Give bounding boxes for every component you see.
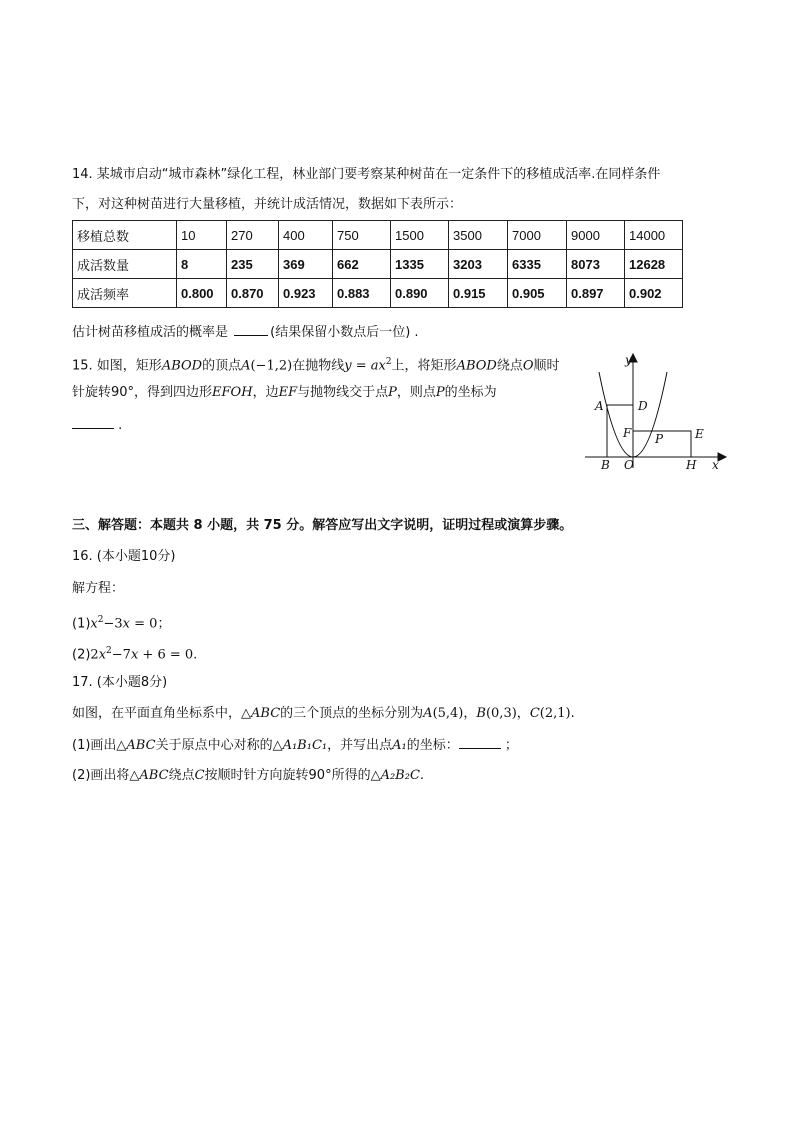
q15-t5: 顺时: [533, 358, 560, 374]
table-cell: 662: [333, 250, 391, 279]
q14-line1: 14. 某城市启动“城市森林”绿化工程，林业部门要考察某种树苗在一定条件下的移植成活率.在同样条件: [72, 167, 661, 182]
table-cell: 0.923: [279, 279, 333, 308]
q15-line2c: 与抛物线交于点: [297, 385, 389, 400]
q17-coord-b: (0,3): [485, 706, 517, 721]
q15-num: 15. 如图，矩形: [72, 358, 162, 374]
q16-instruction: 解方程：: [72, 581, 125, 596]
q17-p1-end: ；: [500, 738, 518, 753]
q15-figure: [580, 350, 730, 475]
q15-quad-name: EFOH: [212, 385, 253, 400]
table-cell: 400: [279, 221, 333, 250]
q17-p2-label: (2)画出将: [72, 768, 130, 783]
table-cell: 0.905: [508, 279, 567, 308]
q15-line2b: ，边: [252, 385, 279, 400]
q15-t4: 绕点: [496, 358, 523, 374]
table-cell: 8: [177, 250, 227, 279]
q15-point-p: P: [388, 385, 397, 400]
q14-tail-prefix: 估计树苗移植成活的概率是: [72, 325, 229, 340]
q15-eq-lhs: y = ax: [344, 358, 386, 374]
q17-coord-a: (5,4): [432, 706, 464, 721]
label-b: B: [601, 458, 610, 472]
label-e: E: [695, 427, 704, 441]
triangle-symbol: △: [272, 738, 283, 753]
table-cell: 0.897: [567, 279, 625, 308]
q17-p2-point: C: [194, 768, 205, 783]
q17-point-a: A: [423, 706, 433, 721]
q17-p2-b: 绕点: [168, 768, 195, 783]
q15-line2e: 的坐标为: [444, 385, 497, 400]
q16-p2-end: .: [193, 647, 198, 663]
q17-l1b: 的三个顶点的坐标分别为: [280, 706, 424, 721]
table-cell: 1335: [391, 250, 449, 279]
q16-p2-coef: 2: [90, 647, 99, 663]
label-f: F: [623, 426, 632, 440]
q15-line1: [72, 353, 560, 375]
q16-p1-label: (1): [72, 616, 91, 632]
q16-part2: [72, 642, 197, 664]
table-cell: 8073: [567, 250, 625, 279]
q15-line2d: ，则点: [396, 385, 436, 400]
table-row: [73, 221, 683, 250]
q17-p2-tri-name: A₂B₂C: [380, 768, 420, 783]
table-row: [73, 250, 683, 279]
q17-p2-end: .: [419, 768, 425, 783]
q14-tail-suffix: (结果保留小数点后一位) .: [270, 325, 419, 340]
table-cell: 0.890: [391, 279, 449, 308]
q16-p2-x2: x: [130, 647, 139, 663]
q14-answer-blank[interactable]: [234, 323, 268, 336]
q15-line3: [72, 416, 122, 435]
q17-p1-point: A₁: [392, 738, 407, 753]
table-cell: 10: [177, 221, 227, 250]
table-cell: 12628: [625, 250, 683, 279]
triangle-symbol: △: [129, 768, 140, 783]
table-cell: 6335: [508, 250, 567, 279]
q17-point-b: B: [476, 706, 486, 721]
table-cell: 369: [279, 250, 333, 279]
triangle-symbol: △: [370, 768, 381, 783]
q17-l1-end: .: [570, 706, 575, 721]
q17-p1-c: ，并写出点: [327, 738, 393, 753]
table-cell: 270: [227, 221, 279, 250]
q15-edge-name: EF: [278, 385, 298, 400]
q15-coord-a: (−1,2): [250, 358, 293, 374]
q15-t2: 在抛物线: [292, 358, 345, 374]
table-row-header: 移植总数: [73, 221, 177, 250]
q16-title: 16. (本小题10分): [72, 549, 176, 564]
label-p: P: [655, 432, 664, 446]
q15-line2a: 针旋转90°，得到四边形: [72, 385, 213, 400]
q14-line2: 下，对这种树苗进行大量移植，并统计成活情况，数据如下表所示：: [72, 197, 463, 212]
q16-part1: [72, 611, 170, 633]
q15-t1: 的顶点: [202, 358, 242, 374]
x-axis-arrow: [718, 453, 726, 461]
q14-answer-line: [72, 323, 419, 342]
table-cell: 3500: [449, 221, 508, 250]
q17-line1: [72, 705, 575, 723]
table-cell: 0.915: [449, 279, 508, 308]
q17-part2: [72, 767, 424, 785]
q15-rect-name-2: ABOD: [456, 358, 497, 374]
table-cell: 1500: [391, 221, 449, 250]
table-cell: 750: [333, 221, 391, 250]
q17-answer-blank[interactable]: [459, 736, 501, 749]
q16-p1-x: x: [90, 616, 98, 632]
table-cell: 0.902: [625, 279, 683, 308]
q17-abc: ABC: [251, 706, 281, 721]
q17-p1-b: 关于原点中心对称的: [155, 738, 273, 753]
label-h: H: [686, 458, 697, 472]
table-cell: 14000: [625, 221, 683, 250]
q16-p2-label: (2): [72, 647, 91, 663]
triangle-symbol: △: [116, 738, 127, 753]
q17-comma-1: ，: [463, 706, 477, 721]
q15-line2: [72, 384, 497, 402]
label-x: x: [712, 458, 719, 472]
label-a: A: [595, 399, 604, 413]
q16-p2-coef2: −7: [111, 647, 131, 663]
q16-p1-coef: −3: [103, 616, 123, 632]
q17-point-c: C: [529, 706, 540, 721]
triangle-symbol: △: [241, 706, 252, 721]
q17-part1: [72, 736, 518, 755]
table-row-header: 成活数量: [73, 250, 177, 279]
q17-p1-d: 的坐标：: [406, 738, 459, 753]
table-cell: 9000: [567, 221, 625, 250]
q15-answer-blank[interactable]: [72, 416, 114, 429]
table-cell: 235: [227, 250, 279, 279]
q17-p1-label: (1)画出: [72, 738, 117, 753]
q16-p1-rhs: = 0；: [130, 616, 171, 632]
q17-title: 17. (本小题8分): [72, 675, 168, 690]
table-cell: 7000: [508, 221, 567, 250]
q17-comma-2: ，: [516, 706, 530, 721]
q17-p2-abc: ABC: [139, 768, 169, 783]
label-y: y: [625, 353, 632, 367]
q17-p2-c: 按顺时针方向旋转90°所得的: [204, 768, 371, 783]
q16-p2-exp: 2: [106, 646, 112, 656]
q15-point-a: A: [241, 358, 251, 374]
table-row: [73, 279, 683, 308]
q16-p1-x2: x: [122, 616, 131, 632]
q17-p1-tri-name: A₁B₁C₁: [282, 738, 328, 753]
section-3-heading: 三、解答题：本题共 8 小题，共 75 分。解答应写出文字说明，证明过程或演算步骤。: [72, 518, 573, 533]
q15-rect-name: ABOD: [161, 358, 203, 374]
q17-coord-c: (2,1): [539, 706, 571, 721]
table-row-header: 成活频率: [73, 279, 177, 308]
q17-l1a: 如图，在平面直角坐标系中，: [72, 706, 242, 721]
q16-p2-rhs: + 6 = 0: [138, 647, 194, 663]
q15-point-p-2: P: [435, 385, 445, 400]
q15-eq-exp: 2: [385, 357, 392, 367]
table-cell: 0.883: [333, 279, 391, 308]
q17-p1-abc: ABC: [126, 738, 156, 753]
q15-t3: 上，将矩形: [391, 358, 457, 374]
q15-line3-end: .: [114, 418, 123, 433]
table-cell: 0.800: [177, 279, 227, 308]
label-d: D: [638, 399, 648, 413]
q14-data-table: [72, 220, 683, 308]
table-cell: 0.870: [227, 279, 279, 308]
label-o: O: [624, 458, 634, 472]
q15-point-o: O: [522, 358, 534, 374]
q16-p1-exp: 2: [97, 615, 104, 625]
table-cell: 3203: [449, 250, 508, 279]
q16-p2-x: x: [98, 647, 107, 663]
